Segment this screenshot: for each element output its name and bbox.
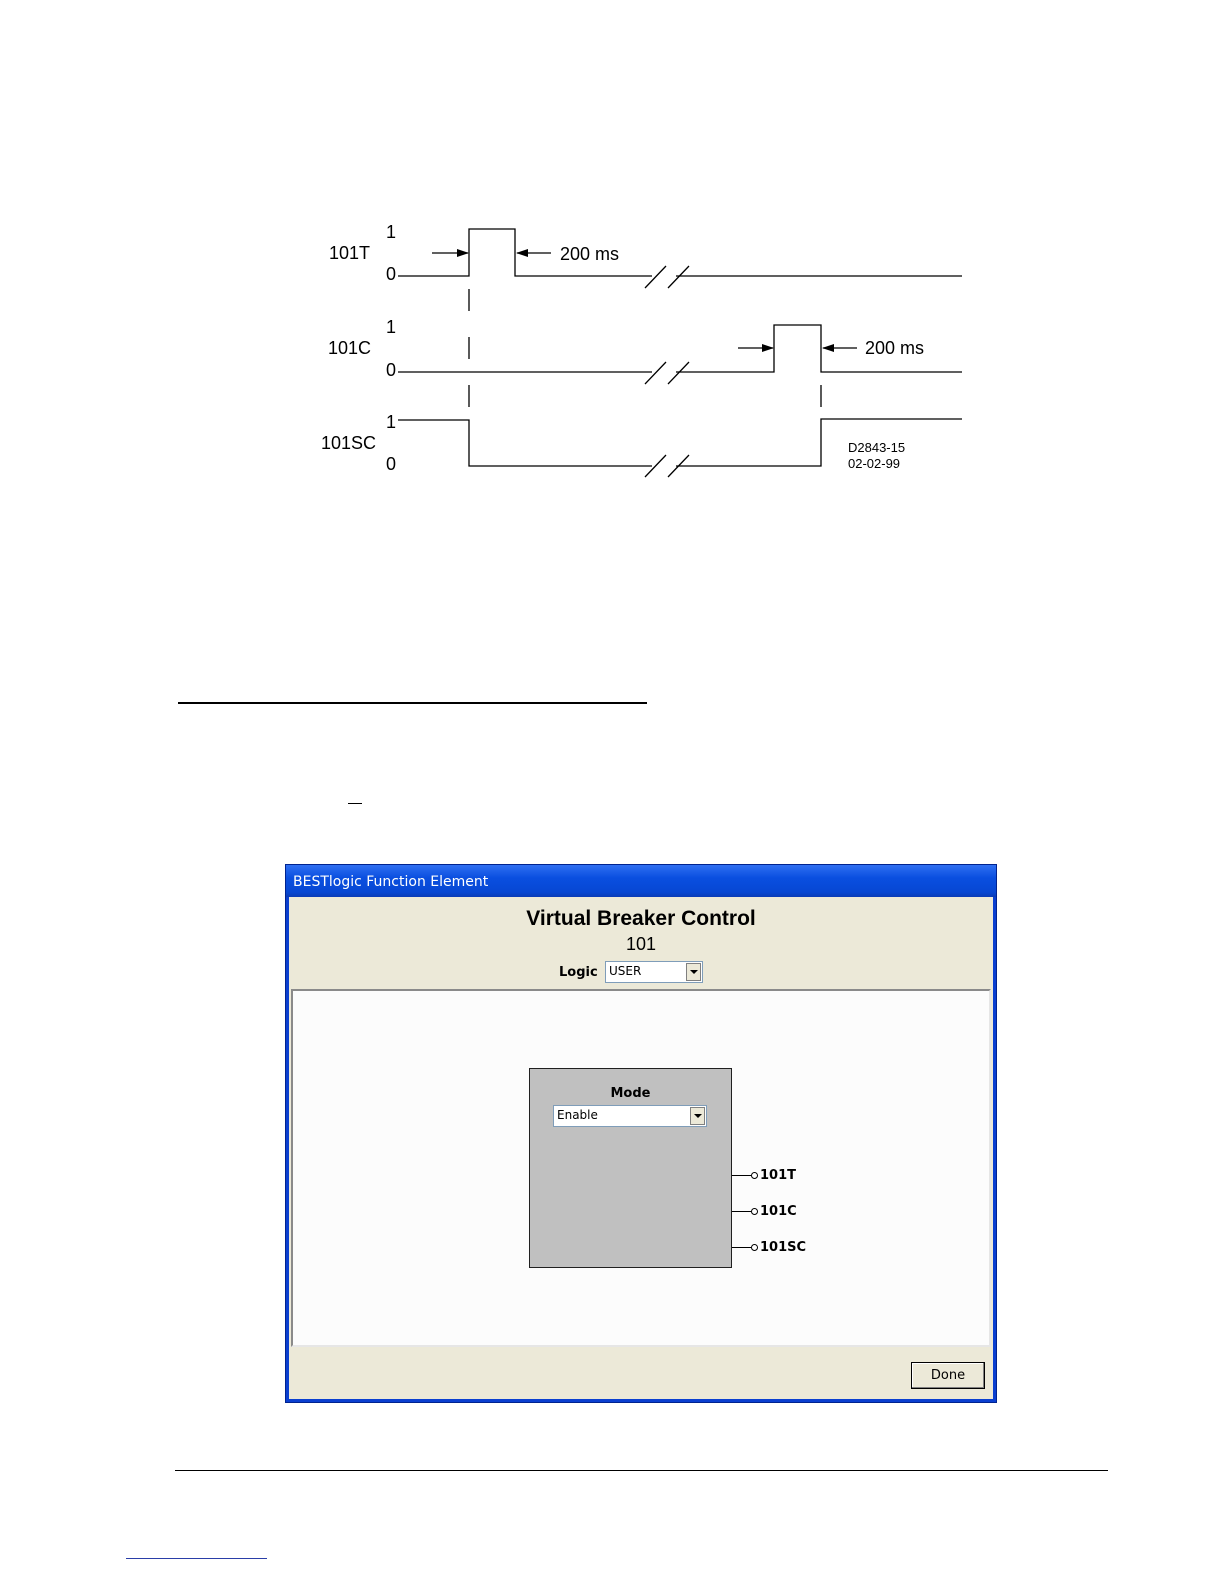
output-connector-icon bbox=[751, 1208, 758, 1215]
dialog-client-area bbox=[289, 897, 993, 1399]
level-low-label: 0 bbox=[386, 454, 397, 474]
level-high-label: 1 bbox=[386, 317, 397, 337]
section-heading-rule bbox=[178, 702, 647, 704]
break-mark bbox=[645, 266, 689, 288]
logic-label: Logic bbox=[559, 965, 598, 980]
output-label: 101SC bbox=[760, 1240, 807, 1255]
footer-rule bbox=[175, 1470, 1108, 1471]
output-connector-icon bbox=[751, 1244, 758, 1251]
signal-label: 101SC bbox=[321, 433, 377, 453]
output-label: 101C bbox=[760, 1204, 797, 1219]
done-button[interactable]: Done bbox=[911, 1362, 985, 1389]
logic-select-value: USER bbox=[609, 964, 642, 978]
level-high-label: 1 bbox=[386, 222, 397, 242]
pulse-width-label: 200 ms bbox=[865, 338, 925, 358]
footer-link-underline bbox=[126, 1558, 267, 1559]
break-mark bbox=[645, 362, 689, 384]
pulse-width-label: 200 ms bbox=[560, 244, 620, 264]
logic-canvas bbox=[291, 989, 991, 1347]
dialog-titlebar[interactable]: BESTlogic Function Element bbox=[286, 865, 996, 897]
dialog-header bbox=[289, 897, 993, 990]
chevron-down-icon bbox=[694, 1114, 702, 1118]
output-101sc[interactable] bbox=[732, 1242, 852, 1254]
waveform-101t bbox=[398, 229, 962, 276]
drawing-date: 02-02-99 bbox=[848, 456, 901, 471]
mode-dropdown-button[interactable] bbox=[690, 1107, 705, 1125]
level-low-label: 0 bbox=[386, 264, 397, 284]
timing-diagram bbox=[0, 0, 1224, 520]
text-mark bbox=[348, 803, 362, 804]
output-line bbox=[732, 1211, 751, 1212]
logic-select[interactable] bbox=[605, 961, 703, 983]
mode-label: Mode bbox=[610, 1086, 651, 1101]
level-low-label: 0 bbox=[386, 360, 397, 380]
mode-select[interactable] bbox=[553, 1105, 707, 1127]
output-101t[interactable] bbox=[732, 1170, 852, 1182]
output-line bbox=[732, 1247, 751, 1248]
output-line bbox=[732, 1175, 751, 1176]
function-block bbox=[529, 1068, 732, 1268]
signal-label: 101T bbox=[329, 243, 371, 263]
output-connector-icon bbox=[751, 1172, 758, 1179]
signal-label: 101C bbox=[328, 338, 372, 358]
mode-select-value: Enable bbox=[557, 1108, 598, 1122]
level-high-label: 1 bbox=[386, 412, 397, 432]
output-101c[interactable] bbox=[732, 1206, 852, 1218]
bestlogic-dialog bbox=[285, 864, 997, 1403]
dialog-title: Virtual Breaker Control bbox=[526, 907, 756, 930]
output-label: 101T bbox=[760, 1168, 797, 1183]
dialog-subtitle: 101 bbox=[625, 934, 657, 954]
chevron-down-icon bbox=[690, 970, 698, 974]
logic-dropdown-button[interactable] bbox=[686, 963, 701, 981]
drawing-number: D2843-15 bbox=[848, 440, 906, 455]
